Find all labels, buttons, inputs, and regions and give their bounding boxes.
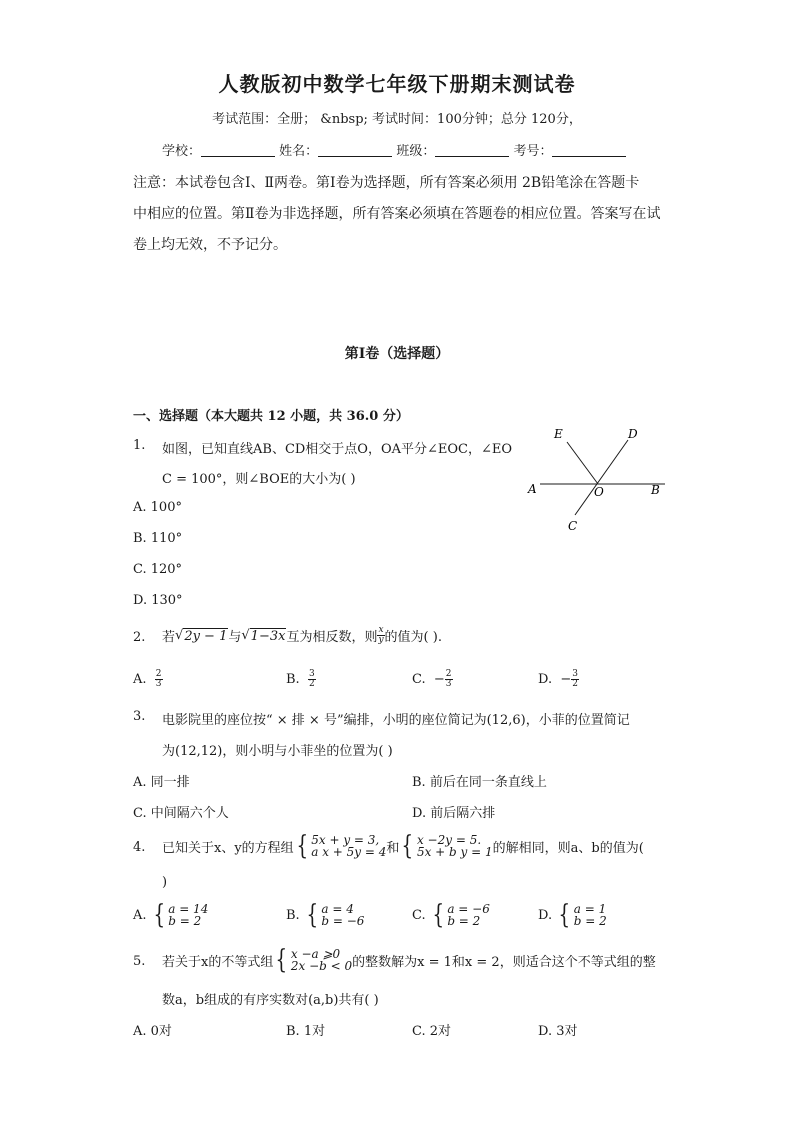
equation-row: b = −6 [321, 914, 365, 928]
option-fraction [155, 670, 163, 689]
q4-option-d[interactable] [538, 902, 607, 928]
class-label: 班级： [396, 144, 436, 159]
name-label: 姓名： [279, 144, 319, 159]
equation-row: x −2y = 5. [416, 833, 482, 847]
q1-option-c[interactable]: C. 120° [133, 562, 183, 577]
frac-num: 2 [445, 669, 452, 679]
q1-text-line2: C = 100°，则∠BOE的大小为( ) [162, 472, 356, 487]
inequality-row: 2x −b < 0 [290, 959, 353, 973]
option-sign: − [433, 672, 445, 687]
q2-option-c[interactable] [412, 670, 453, 689]
q2-pre: 若 [162, 630, 176, 645]
exam-info: 考试范围：全册； &nbsp; 考试时间：100分钟；总分 120分， [212, 112, 582, 127]
q2-radicand-2: 1−3x [250, 628, 286, 644]
q2-option-a[interactable] [133, 670, 163, 689]
frac-num: 3 [572, 669, 578, 679]
q4-text-line2: ) [162, 875, 168, 890]
equation-row: a = 14 [168, 902, 209, 916]
number-blank[interactable] [552, 142, 626, 157]
notice-line-3: 卷上均无效，不予记分。 [133, 237, 287, 253]
class-blank[interactable] [435, 142, 509, 157]
q1-text-line1: 如图，已知直线AB、CD相交于点O，OA平分∠EOC，∠EO [162, 442, 513, 457]
q1-number: 1. [133, 438, 146, 453]
option-fraction [571, 670, 579, 689]
q3-option-d[interactable]: D. 前后隔六排 [412, 806, 496, 821]
option-label: C. [412, 672, 426, 687]
label-c: C [568, 519, 578, 533]
q1-option-a[interactable]: A. 100° [133, 500, 182, 515]
left-brace-icon: { [275, 945, 288, 975]
option-label: D. [538, 672, 553, 687]
q4-and: 和 [386, 840, 400, 856]
q3-text-line2: 为(12,12)，则小明与小菲坐的位置为( ) [162, 744, 393, 759]
frac-den: 2 [308, 679, 315, 689]
frac-num: 3 [308, 669, 315, 679]
q3-option-a[interactable]: A. 同一排 [133, 775, 190, 790]
q2-radicand-1: 2y − 1 [184, 628, 228, 644]
left-brace-icon: { [432, 900, 444, 930]
q2-option-d[interactable] [538, 670, 579, 689]
q3-option-c[interactable]: C. 中间隔六个人 [133, 806, 229, 821]
equation-row: a x + 5y = 4 [311, 845, 387, 859]
q5-text [162, 944, 656, 976]
frac-den: 3 [155, 679, 162, 689]
q2-mid1: 与 [228, 630, 242, 645]
q4-system-2 [399, 833, 492, 859]
q3-text-line1: 电影院里的座位按“ × 排 × 号”编排，小明的座位简记为(12,6)，小菲的位置简记 [162, 713, 630, 728]
q2-mid2: 互为相反数，则 [286, 630, 378, 645]
inequality-row: x −a ⩾0 [290, 947, 341, 961]
frac-num: 2 [155, 669, 162, 679]
notice-line-1: 注意：本试卷包含Ⅰ、Ⅱ两卷。第Ⅰ卷为选择题，所有答案必须用 2B铅笔涂在答题卡 [133, 175, 640, 191]
q4-pre: 已知关于x、y的方程组 [162, 840, 294, 856]
label-a: A [528, 482, 537, 496]
q2-option-b[interactable] [286, 670, 316, 689]
exam-title: 人教版初中数学七年级下册期末测试卷 [218, 72, 576, 96]
q2-post: 的值为( ). [384, 630, 442, 645]
q4-option-c[interactable] [412, 902, 490, 928]
q5-post: 的整数解为x = 1和x = 2，则适合这个不等式组的整 [352, 954, 656, 970]
q2-number: 2. [133, 630, 146, 645]
equation-row: b = 2 [168, 914, 202, 928]
ray-oe [567, 442, 598, 484]
q3-number: 3. [133, 709, 146, 724]
q4-text [162, 830, 644, 862]
left-brace-icon: { [401, 831, 414, 861]
q2-text [162, 626, 442, 645]
equation-row: a = 4 [321, 902, 354, 916]
label-b: B [651, 483, 660, 497]
q5-number: 5. [133, 954, 146, 969]
sqrt-symbol-icon: √ [175, 628, 184, 643]
sqrt-symbol-icon: √ [241, 628, 250, 643]
option-label: D. [538, 907, 553, 923]
q5-option-a[interactable]: A. 0对 [133, 1024, 172, 1039]
part-heading: 一、选择题（本大题共 12 小题，共 36.0 分） [133, 409, 409, 424]
line-cd [575, 440, 628, 515]
option-fraction [445, 670, 453, 689]
q4-system-1 [294, 833, 387, 859]
equation-row: b = 2 [573, 914, 607, 928]
equation-row: 5x + b y = 1 [416, 845, 493, 859]
q2-fraction-x-over-y [377, 626, 384, 645]
q4-number: 4. [133, 840, 146, 855]
q4-option-b[interactable] [286, 902, 364, 928]
school-blank[interactable] [201, 142, 275, 157]
notice-line-2: 中相应的位置。第Ⅱ卷为非选择题，所有答案必须填在答题卷的相应位置。答案写在试 [133, 206, 661, 222]
equation-row: b = 2 [447, 914, 481, 928]
section-title: 第Ⅰ卷（选择题） [344, 346, 450, 362]
q1-geometry-figure [520, 420, 670, 540]
frac-den: 2 [572, 679, 578, 689]
q5-option-d[interactable]: D. 3对 [538, 1024, 578, 1039]
q3-option-b[interactable]: B. 前后在同一条直线上 [412, 775, 547, 790]
number-label: 考号： [513, 144, 553, 159]
q5-inequality-system [273, 947, 352, 973]
label-e: E [554, 427, 563, 441]
q5-option-c[interactable]: C. 2对 [412, 1024, 452, 1039]
school-label: 学校： [162, 144, 202, 159]
option-sign: − [560, 672, 572, 687]
option-label: C. [412, 907, 426, 923]
left-brace-icon: { [306, 900, 318, 930]
q5-pre: 若关于x的不等式组 [162, 954, 274, 970]
label-d: D [628, 427, 638, 441]
option-fraction [308, 670, 316, 689]
q5-option-b[interactable]: B. 1对 [286, 1024, 326, 1039]
q1-option-b[interactable]: B. 110° [133, 531, 183, 546]
option-label: A. [133, 907, 147, 923]
label-o: O [594, 485, 604, 499]
frac-num: x [378, 625, 384, 635]
option-label: A. [133, 672, 147, 687]
left-brace-icon: { [153, 900, 165, 930]
student-fields [162, 140, 626, 159]
q1-option-d[interactable]: D. 130° [133, 593, 183, 608]
q4-option-a[interactable] [133, 902, 208, 928]
q5-text-line2: 数a，b组成的有序实数对(a,b)共有( ) [162, 993, 379, 1008]
left-brace-icon: { [558, 900, 571, 930]
q4-post: 的解相同，则a、b的值为( [492, 840, 644, 856]
frac-den: y [378, 635, 384, 645]
option-label: B. [286, 907, 300, 923]
equation-row: a = −6 [447, 902, 490, 916]
left-brace-icon: { [296, 831, 308, 861]
frac-den: 3 [445, 679, 452, 689]
option-label: B. [286, 672, 300, 687]
name-blank[interactable] [318, 142, 392, 157]
equation-row: a = 1 [573, 902, 607, 916]
equation-row: 5x + y = 3, [311, 833, 380, 847]
